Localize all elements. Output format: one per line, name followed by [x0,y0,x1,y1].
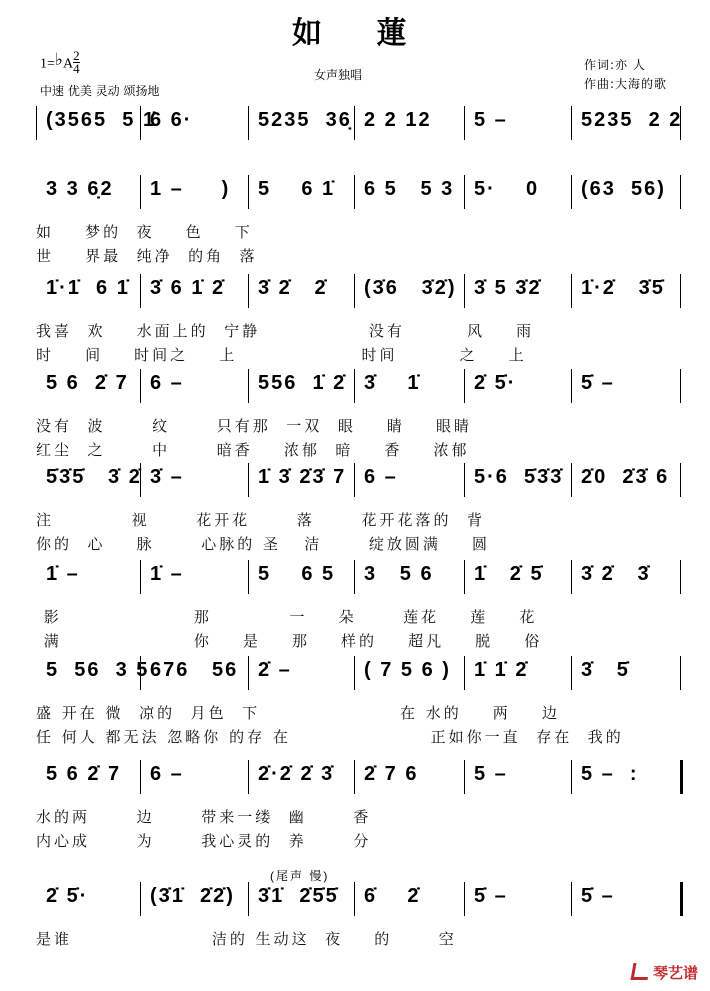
bar-line [464,882,465,916]
measure: 5̇3̇5̇ 3̇ 2̇ [46,466,142,488]
lyricist: 作词:亦 人 [584,58,646,72]
score-row [0,562,710,650]
lyrics-line-2: 内心成 为 我心灵的 养 分 [36,832,372,850]
bar-line [571,175,572,209]
bar-line [464,175,465,209]
measure: 5·6 5̇3̇3̇ [474,466,564,488]
measure: 3̇ 5̇ [581,659,630,681]
measure: 1̇ 3̇ 2̇3̇ 7 [258,466,347,488]
bar-line [140,175,141,209]
bar-line [571,882,572,916]
measure: 5 – [474,763,508,785]
lyrics-line-1: 影 那 一 朵 莲花 莲 花 [36,608,538,626]
bar-line [248,656,249,690]
bar-line [354,274,355,308]
bar-line [680,760,683,794]
lyrics-line-1: 注 视 花开花 落 花开花落的 背 [36,511,486,529]
key-note: A [62,56,74,72]
measure: 5̇ – [474,885,508,907]
bar-line [248,106,249,140]
bar-line [248,274,249,308]
time-top: 2 [73,48,80,63]
lyrics-line-2: 时 间 时间之 上 时间 之 上 [36,346,527,364]
flat-icon: ♭ [54,49,63,69]
lyrics-line-2: 世 界最 纯净 的角 落 [36,247,258,265]
key-prefix: 1= [40,56,55,72]
measure: 6 – [364,466,398,488]
lyrics-line-1: 盛 开在 微 凉的 月色 下 在 水的 两 边 [36,704,560,722]
bar-line [680,882,683,916]
tempo-expression: 中速 优美 灵动 颂扬地 [40,84,160,98]
measure: 1̇ – [46,563,80,585]
measure: 5 6 2̇ 7 [46,372,129,394]
lyrics-line-2: 你的 心 脉 心脉的 圣 洁 绽放圆满 圆 [36,535,490,553]
lyrics-line-1: 是谁 洁的 生动这 夜 的 空 [36,930,457,948]
measure: 1̇·1̇ 6 1̇ [46,277,130,299]
bar-line [248,369,249,403]
measure: 6 – [150,763,184,785]
bar-line [140,882,141,916]
time-bottom: 4 [73,61,80,76]
measure: 2 2 12 [364,109,432,131]
bar-line [680,463,681,497]
bar-line [680,274,681,308]
bar-line [354,369,355,403]
bar-line [571,760,572,794]
measure: 5̇ – [581,885,615,907]
bar-line [571,560,572,594]
measure: 3̇ 2̇ 3̇ [581,563,651,585]
bar-line [571,656,572,690]
composer: 作曲:大海的歌 [584,77,668,91]
lyrics-line-1: 水的两 边 带来一缕 幽 香 [36,808,372,826]
measure: 6 6· [150,109,193,131]
lyrics-line-1: 如 梦的 夜 色 下 [36,223,253,241]
measure: 3̇ 5 3̇2̇ [474,277,542,299]
lyrics-line-1: 没有 波 纹 只有那 一双 眼 睛 眼睛 [36,417,472,435]
bar-line [354,106,355,140]
bar-line [464,369,465,403]
measure: 1̇ – [150,563,184,585]
measure: 5235 36̣ [258,109,352,131]
bar-line [354,656,355,690]
measure: 2̇ 7 6 [364,763,419,785]
score-row [0,371,710,459]
measure: 6̇ 2̇ [364,885,421,907]
bar-line [248,175,249,209]
measure: ( 7 5 6 ) [364,659,451,681]
coda-tempo-mark: (尾声 慢) [270,869,330,883]
measure: 5235 2 2 [581,109,683,131]
score-row [0,762,710,850]
measure: 2̇ – [258,659,292,681]
lyrics-line-2: 红尘 之 中 暗香 浓郁 暗 香 浓郁 [36,441,470,459]
bar-line [354,760,355,794]
score-row [0,108,710,168]
bar-line [464,274,465,308]
bar-line [248,882,249,916]
watermark-text: 琴艺谱 [652,964,698,982]
measure: 5 6 2̇ 7 [46,763,122,785]
performance-type: 女声独唱 [314,68,363,82]
measure: 3̇1̇ 2̇5̇5̇ [258,885,339,907]
measure: (63 56) [581,178,666,200]
lyrics-line-1: 我喜 欢 水面上的 宁静 没有 风 雨 [36,322,535,340]
bar-line [680,175,681,209]
score-row [0,658,710,746]
measure: 676 56 [150,659,239,681]
bar-line [571,274,572,308]
score-row [0,177,710,265]
measure: 3̇ 6 1̇ 2̇ [150,277,226,299]
score-row [0,276,710,364]
bar-line [140,274,141,308]
logo-icon [630,963,650,980]
bar-line [140,560,141,594]
score-row [0,465,710,553]
measure: 5 6 5 [258,563,336,585]
measure: 5 – : [581,763,639,785]
bar-line [248,463,249,497]
bar-line [36,106,37,140]
measure: 2̇ 5̇· [46,885,89,907]
score-row [0,869,710,948]
song-title: 如 蓮 [292,16,429,51]
measure: (3̇6 3̇2̇) [364,277,457,299]
bar-line [140,760,141,794]
measure: 1̇ 2̇ 5̇ [474,563,544,585]
bar-line [354,463,355,497]
bar-line [354,882,355,916]
bar-line [464,463,465,497]
bar-line [354,175,355,209]
bar-line [248,560,249,594]
bar-line [354,560,355,594]
lyrics-line-2: 满 你 是 那 样的 超凡 脱 俗 [36,632,543,650]
measure: (3565 5 1̇ [46,109,157,131]
measure: 2̇0 2̇3̇ 6 [581,466,670,488]
measure: 3 3 6̣2 [46,178,114,200]
bar-line [571,369,572,403]
key-signature [40,48,80,77]
lyrics-line-2: 任 何人 都无法 忽略你 的存 在 正如你一直 存在 我的 [36,728,624,746]
bar-line [248,760,249,794]
bar-line [140,369,141,403]
measure: 3 5 6 [364,563,434,585]
measure: 1 – ) [150,178,231,200]
bar-line [680,656,681,690]
measure: 2̇·2̇ 2̇ 3̇ [258,763,335,785]
measure: (3̇1̇ 2̇2̇) [150,885,235,907]
measure: 2̇ 5̇· [474,372,517,394]
bar-line [464,760,465,794]
measure: 3̇ – [150,466,184,488]
measure: 1̇·2̇ 3̇5̇ [581,277,665,299]
measure: 3̇ 1̇ [364,372,421,394]
measure: 6 5 5 3 [364,178,455,200]
measure: 5 – [474,109,508,131]
measure: 1̇ 1̇ 2̇ [474,659,529,681]
bar-line [464,106,465,140]
measure: 5 56 3 5 [46,659,150,681]
bar-line [571,463,572,497]
bar-line [464,560,465,594]
measure: 556 1̇ 2̇ [258,372,347,394]
measure: 3̇ 2̇ 2̇ [258,277,328,299]
bar-line [464,656,465,690]
measure: 5· 0 [474,178,540,200]
measure: 5̇ – [581,372,615,394]
time-signature [73,50,80,75]
watermark-logo [632,962,698,983]
bar-line [571,106,572,140]
measure: 6 – [150,372,184,394]
bar-line [680,560,681,594]
bar-line [680,369,681,403]
measure: 5 6 1̇ [258,178,336,200]
